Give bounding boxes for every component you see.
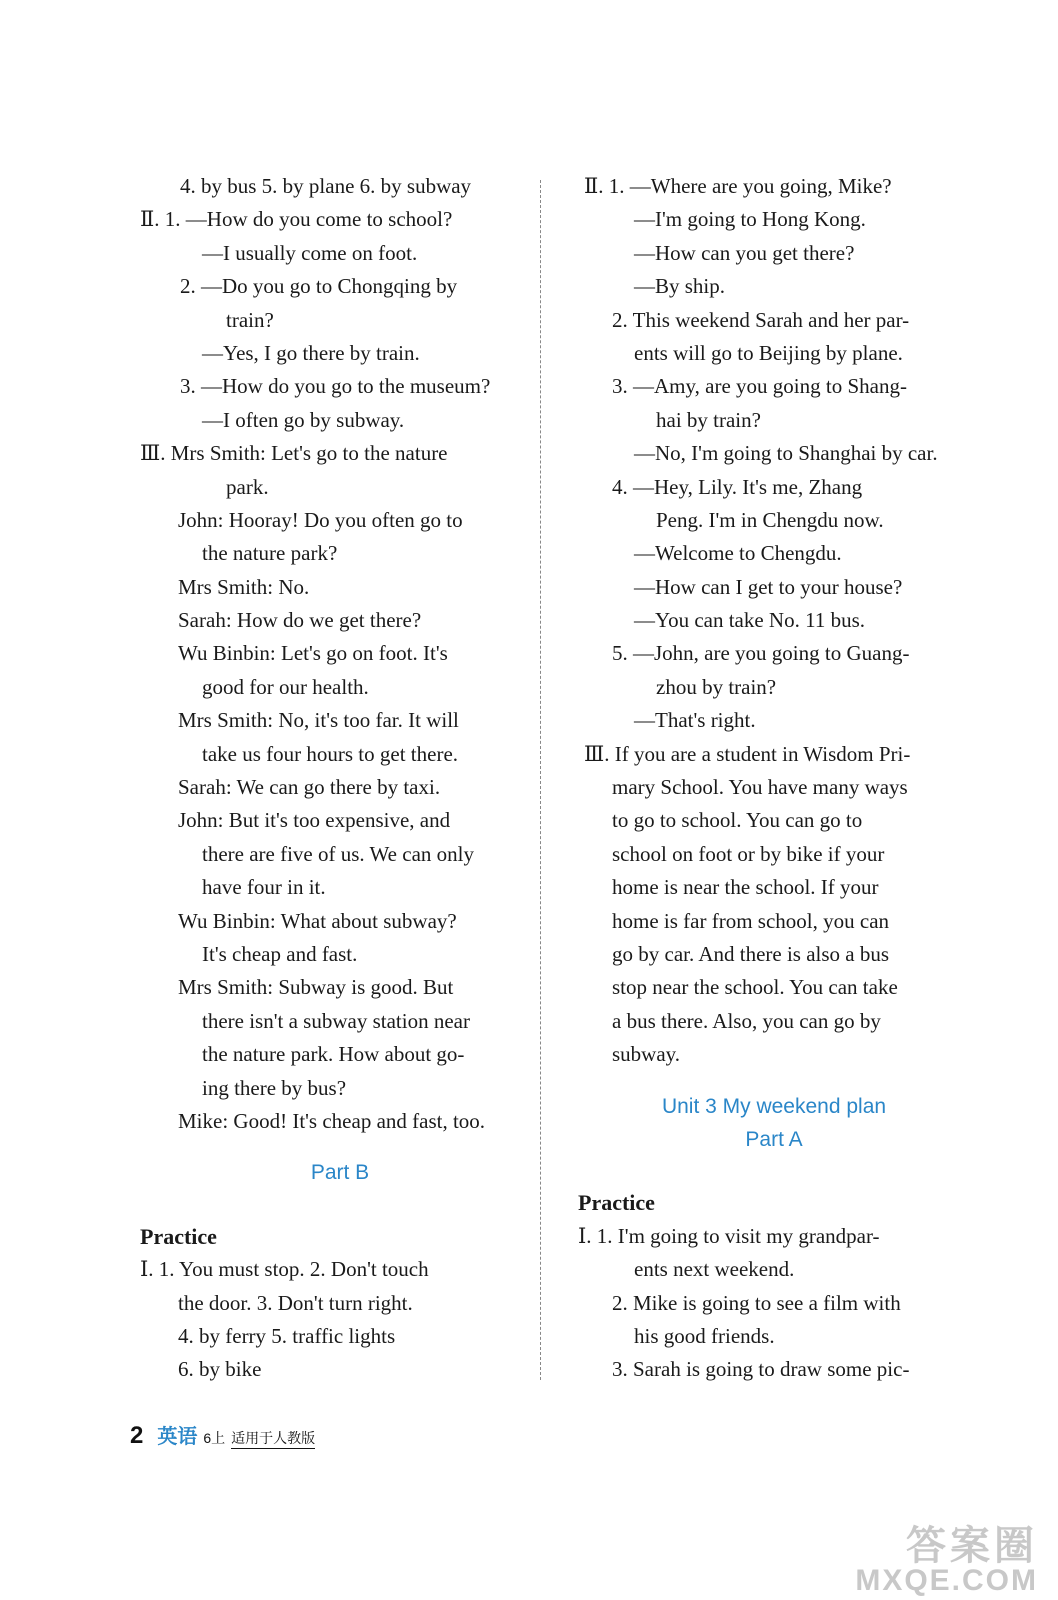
answer-line: Ⅲ. Mrs Smith: Let's go to the nature bbox=[140, 441, 448, 466]
answer-line: park. bbox=[226, 474, 269, 499]
answer-line: Ⅱ. 1. —How do you come to school? bbox=[140, 207, 453, 232]
answer-line: the door. 3. Don't turn right. bbox=[178, 1290, 413, 1315]
answer-line: have four in it. bbox=[202, 875, 326, 900]
answer-line: the nature park? bbox=[202, 541, 338, 566]
answer-line: 2. This weekend Sarah and her par- bbox=[612, 307, 910, 332]
page-footer bbox=[130, 1420, 315, 1450]
answer-line: a bus there. Also, you can go by bbox=[612, 1008, 881, 1033]
practice-heading-right: Practice bbox=[578, 1190, 655, 1216]
answer-line: good for our health. bbox=[202, 674, 369, 699]
answer-line: 2. —Do you go to Chongqing by bbox=[180, 274, 458, 299]
part-b-heading: Part B bbox=[310, 1161, 370, 1185]
watermark-logo bbox=[855, 1526, 1038, 1596]
answer-line: 3. —Amy, are you going to Shang- bbox=[612, 374, 907, 399]
left-column bbox=[140, 170, 540, 1387]
answer-line: Wu Binbin: What about subway? bbox=[178, 908, 457, 933]
answer-line: —Welcome to Chengdu. bbox=[634, 541, 842, 566]
answer-line: there are five of us. We can only bbox=[202, 841, 474, 866]
answer-line: —That's right. bbox=[634, 708, 756, 733]
part-a-heading: Part A bbox=[745, 1127, 803, 1151]
answer-line: Mrs Smith: No. bbox=[178, 574, 310, 599]
answer-line: to go to school. You can go to bbox=[612, 808, 863, 833]
answer-line: his good friends. bbox=[634, 1323, 775, 1348]
subject-label: 英语 bbox=[157, 1426, 198, 1448]
answer-line: Ⅲ. If you are a student in Wisdom Pri- bbox=[584, 741, 911, 766]
answer-line: —By ship. bbox=[634, 274, 726, 299]
answer-line: subway. bbox=[612, 1042, 681, 1067]
answer-line: 3. —How do you go to the museum? bbox=[180, 374, 491, 399]
watermark-en: MXQE.COM bbox=[855, 1564, 1038, 1597]
answer-line: Mike: Good! It's cheap and fast, too. bbox=[178, 1108, 486, 1133]
answer-line: —Yes, I go there by train. bbox=[202, 340, 420, 365]
answer-line: Mrs Smith: Subway is good. But bbox=[178, 975, 454, 1000]
column-divider bbox=[540, 180, 541, 1380]
answer-line: home is near the school. If your bbox=[612, 875, 879, 900]
answer-line: the nature park. How about go- bbox=[202, 1042, 465, 1067]
answer-line: —I'm going to Hong Kong. bbox=[634, 207, 866, 232]
answer-line: Ⅰ. 1. I'm going to visit my grandpar- bbox=[578, 1223, 880, 1248]
watermark-cn: 答案圈 bbox=[906, 1524, 1038, 1568]
answer-line: Mrs Smith: No, it's too far. It will bbox=[178, 708, 459, 733]
answer-line: train? bbox=[226, 307, 274, 332]
practice-heading-left: Practice bbox=[140, 1223, 217, 1249]
answer-line: Ⅱ. 1. —Where are you going, Mike? bbox=[584, 174, 892, 198]
answer-line: Ⅰ. 1. You must stop. 2. Don't touch bbox=[140, 1257, 429, 1282]
answer-line: mary School. You have many ways bbox=[612, 775, 908, 800]
answer-line: Wu Binbin: Let's go on foot. It's bbox=[178, 641, 448, 666]
answer-line: John: But it's too expensive, and bbox=[178, 808, 451, 833]
answer-line: ing there by bus? bbox=[202, 1075, 347, 1100]
right-practice-lines bbox=[578, 1220, 970, 1387]
answer-line: —How can you get there? bbox=[634, 240, 855, 265]
answer-line: Peng. I'm in Chengdu now. bbox=[656, 507, 884, 532]
answer-line: It's cheap and fast. bbox=[202, 941, 358, 966]
answer-line: —I usually come on foot. bbox=[202, 240, 418, 265]
answer-line: 5. —John, are you going to Guang- bbox=[612, 641, 910, 666]
left-practice-lines bbox=[140, 1253, 540, 1387]
answer-line: ents will go to Beijing by plane. bbox=[634, 340, 903, 365]
answer-line: stop near the school. You can take bbox=[612, 975, 898, 1000]
answer-line: take us four hours to get there. bbox=[202, 741, 459, 766]
answer-line: Sarah: We can go there by taxi. bbox=[178, 775, 441, 800]
answer-line: 3. Sarah is going to draw some pic- bbox=[612, 1357, 910, 1382]
answer-line: school on foot or by bike if your bbox=[612, 841, 885, 866]
answer-line: ents next weekend. bbox=[634, 1257, 795, 1282]
answer-line: home is far from school, you can bbox=[612, 908, 890, 933]
grade-label: 6上 bbox=[203, 1430, 226, 1446]
answer-line: go by car. And there is also a bus bbox=[612, 941, 890, 966]
page-number: 2 bbox=[130, 1422, 144, 1449]
answer-line: Sarah: How do we get there? bbox=[178, 608, 422, 633]
answer-line: John: Hooray! Do you often go to bbox=[178, 507, 463, 532]
answer-line: —No, I'm going to Shanghai by car. bbox=[634, 441, 938, 466]
answer-line: 2. Mike is going to see a film with bbox=[612, 1290, 901, 1315]
answer-line: zhou by train? bbox=[656, 674, 777, 699]
answer-line: —I often go by subway. bbox=[202, 407, 405, 432]
answer-line: 4. by bus 5. by plane 6. by subway bbox=[180, 174, 472, 198]
right-column bbox=[578, 170, 970, 1387]
answer-line: hai by train? bbox=[656, 407, 761, 432]
unit-title: Unit 3 My weekend plan bbox=[661, 1094, 887, 1118]
left-answer-lines bbox=[140, 170, 540, 1138]
answer-line: there isn't a subway station near bbox=[202, 1008, 470, 1033]
answer-line: 4. by ferry 5. traffic lights bbox=[178, 1323, 396, 1348]
right-answer-lines bbox=[578, 170, 970, 1072]
answer-line: 4. —Hey, Lily. It's me, Zhang bbox=[612, 474, 863, 499]
answer-line: 6. by bike bbox=[178, 1357, 262, 1382]
answer-line: —How can I get to your house? bbox=[634, 574, 903, 599]
answer-line: —You can take No. 11 bus. bbox=[634, 608, 865, 633]
edition-label: 适用于人教版 bbox=[231, 1428, 315, 1449]
